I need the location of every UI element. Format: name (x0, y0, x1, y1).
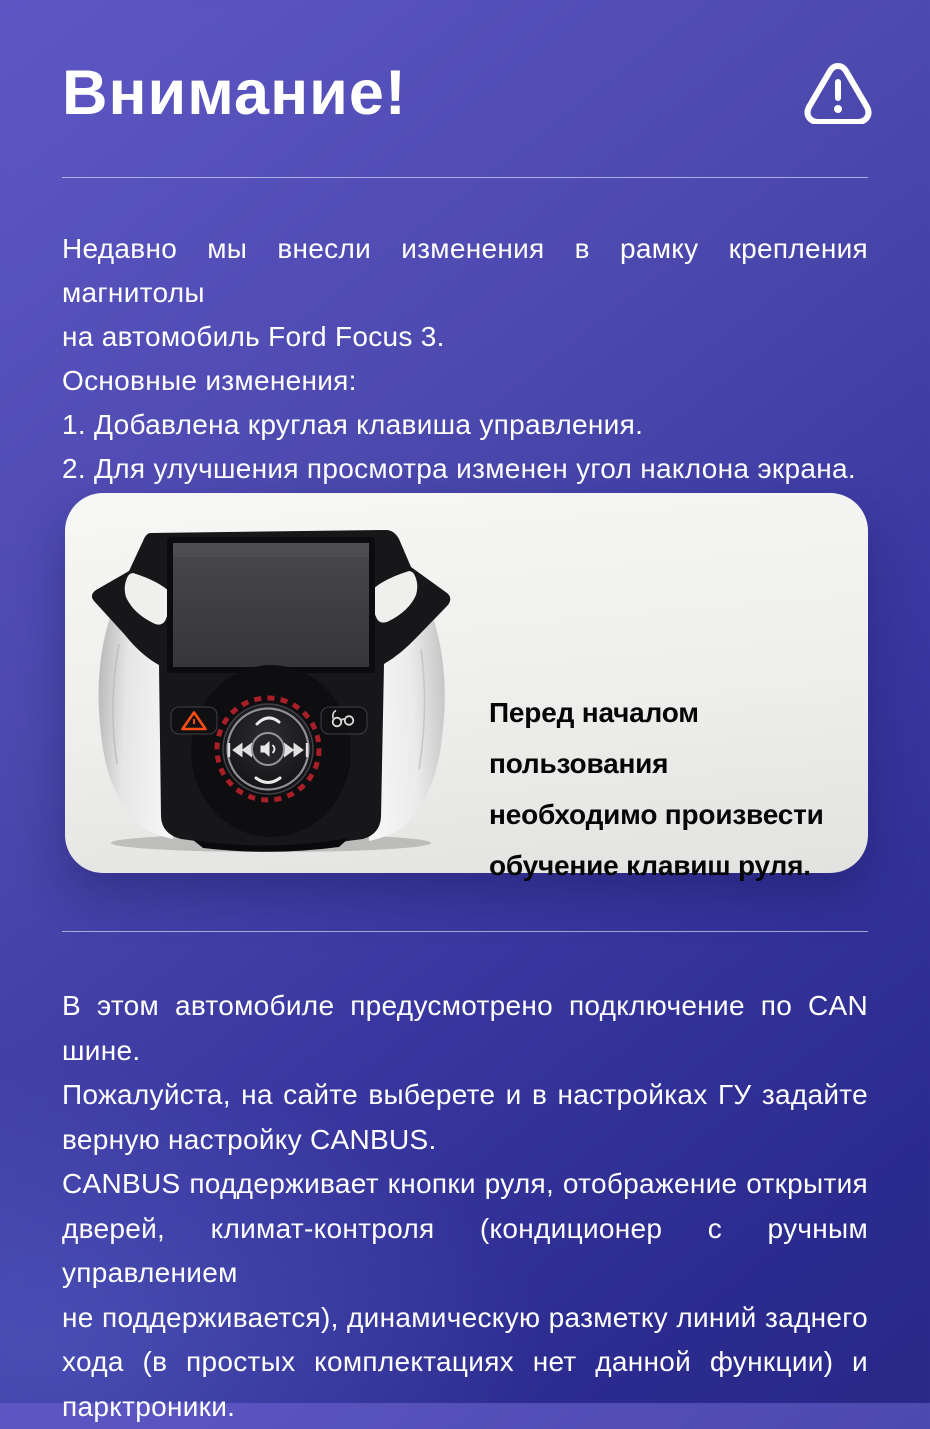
divider (62, 931, 868, 932)
text-line: Основные изменения: (62, 359, 868, 403)
intro-text (62, 227, 868, 491)
text-line: CANBUS поддерживает кнопки руля, отображение открытия (62, 1162, 868, 1207)
text-line: 2. Для улучшения просмотра изменен угол наклона экрана. (62, 447, 868, 491)
text-line: Недавно мы внесли изменения в рамку крепления магнитолы (62, 227, 868, 315)
product-card (65, 493, 868, 873)
hazard-button (171, 707, 217, 734)
canbus-text (62, 984, 868, 1429)
text-line: 1. Добавлена круглая клавиша управления. (62, 403, 868, 447)
text-line: В этом автомобиле предусмотрено подключение по CAN шине. (62, 984, 868, 1073)
text-line: дверей, климат-контроля (кондиционер с ручным управлением (62, 1207, 868, 1296)
text-line: парктроники. (62, 1385, 868, 1429)
text-line: Перед началом пользования (489, 687, 861, 789)
head-unit-image (81, 519, 461, 855)
text-line: верную настройку CANBUS. (62, 1118, 868, 1163)
text-line: хода (в простых комплектациях нет данной функции) и (62, 1340, 868, 1385)
text-line: на автомобиль Ford Focus 3. (62, 315, 868, 359)
card-caption (489, 687, 861, 891)
text-line: Пожалуйста, на сайте выберете и в настройках ГУ задайте (62, 1073, 868, 1118)
screen (173, 543, 369, 667)
divider (62, 177, 868, 178)
warning-triangle-icon (804, 60, 872, 124)
text-line: не поддерживается), динамическую разметку линий заднего (62, 1296, 868, 1341)
voice-control-button (321, 707, 367, 734)
page-title: Внимание! (62, 50, 407, 136)
text-line: необходимо произвести (489, 789, 861, 840)
text-line: обучение клавиш руля. (489, 840, 861, 891)
